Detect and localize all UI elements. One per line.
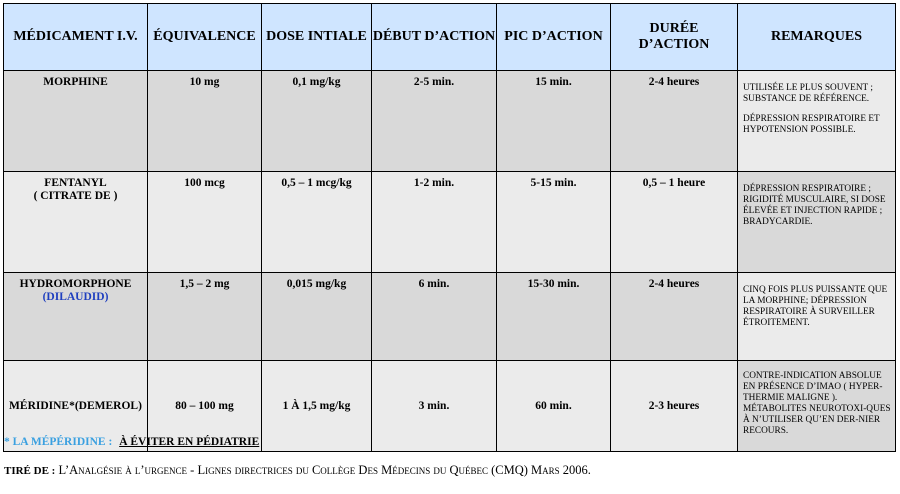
- remarks-text: CINQ FOIS PLUS PUISSANTE QUE LA MORPHINE; DÉPRESSION RESPIRATOIRE À SURVEILLER ÉTROITEMENT.: [743, 285, 888, 328]
- debut-cell: 2-5 min.: [372, 71, 497, 172]
- source-citation: [4, 463, 591, 478]
- table-row: [4, 71, 896, 172]
- drug-name: MÉRIDINE*(DEMEROL): [9, 399, 142, 412]
- dose-cell: 0,5 – 1 mcg/kg: [262, 172, 372, 273]
- equivalence-cell: 10 mg: [148, 71, 262, 172]
- table-row: [4, 172, 896, 273]
- drug-name-sub: ( CITRATE DE ): [33, 190, 118, 202]
- table-row: [4, 273, 896, 361]
- drug-name: FENTANYL: [44, 177, 107, 189]
- debut-cell: 1-2 min.: [372, 172, 497, 273]
- header-debut: DÉBUT D’ACTION: [372, 4, 497, 71]
- header-equivalence: ÉQUIVALENCE: [148, 4, 262, 71]
- drug-name-cell: [4, 172, 148, 273]
- footnote-prefix: * LA MÉPÉRIDINE :: [4, 436, 113, 448]
- duree-cell: 2-3 heures: [611, 361, 738, 452]
- drug-name-sub: (DILAUDID): [42, 291, 109, 303]
- header-dose: DOSE INTIALE: [262, 4, 372, 71]
- pic-cell: 15 min.: [497, 71, 611, 172]
- duree-cell: 2-4 heures: [611, 71, 738, 172]
- header-medicament: MÉDICAMENT I.V.: [4, 4, 148, 71]
- header-remarques: REMARQUES: [738, 4, 896, 71]
- header-row: [4, 4, 896, 71]
- footnote: [4, 436, 259, 448]
- drug-name: MORPHINE: [43, 76, 108, 88]
- equivalence-cell: 1,5 – 2 mg: [148, 273, 262, 361]
- debut-cell: 3 min.: [372, 361, 497, 452]
- duree-cell: 0,5 – 1 heure: [611, 172, 738, 273]
- pic-cell: 15-30 min.: [497, 273, 611, 361]
- dose-cell: 0,015 mg/kg: [262, 273, 372, 361]
- duree-cell: 2-4 heures: [611, 273, 738, 361]
- header-duree-line2: D’ACTION: [638, 37, 710, 52]
- dose-cell: 0,1 mg/kg: [262, 71, 372, 172]
- drug-name-cell: [4, 71, 148, 172]
- source-text: L’Analgésie à l’urgence - Lignes directrices du Collège Des Médecins du Québec (CMQ) Mars 2006.: [58, 463, 591, 477]
- pic-cell: 5-15 min.: [497, 172, 611, 273]
- header-pic: PIC D’ACTION: [497, 4, 611, 71]
- remarks-cell: [738, 71, 896, 172]
- header-duree: [611, 4, 738, 71]
- pic-cell: 60 min.: [497, 361, 611, 452]
- analgesic-table: [3, 3, 896, 452]
- header-duree-line1: DURÉE: [649, 21, 699, 36]
- dose-cell: 1 À 1,5 mg/kg: [262, 361, 372, 452]
- source-label: TIRÉ DE :: [4, 465, 56, 477]
- remarks-text: CONTRE-INDICATION ABSOLUE EN PRÉSENCE D’IMAO ( HYPER-THERMIE MALIGNE ). MÉTABOLITES NEUROTOXI-QUES À N’UTILISER QU’EN DER-NIER RECOURS.: [743, 371, 891, 436]
- drug-name: HYDROMORPHONE: [19, 278, 132, 290]
- debut-cell: 6 min.: [372, 273, 497, 361]
- footnote-text: À ÉVITER EN PÉDIATRIE: [119, 436, 260, 448]
- remarks-text-2: DÉPRESSION RESPIRATOIRE ET HYPOTENSION POSSIBLE.: [743, 114, 880, 135]
- remarks-text: DÉPRESSION RESPIRATOIRE ; RIGIDITÉ MUSCULAIRE, SI DOSE ÉLEVÉE ET INJECTION RAPIDE ; BRADYCARDIE.: [743, 184, 886, 227]
- drug-name-cell: [4, 273, 148, 361]
- equivalence-cell: 80 – 100 mg: [148, 361, 262, 452]
- remarks-cell: [738, 273, 896, 361]
- remarks-cell: [738, 361, 896, 452]
- remarks-text: UTILISÉE LE PLUS SOUVENT ; SUBSTANCE DE RÉFÉRENCE.: [743, 83, 873, 104]
- equivalence-cell: 100 mcg: [148, 172, 262, 273]
- remarks-cell: [738, 172, 896, 273]
